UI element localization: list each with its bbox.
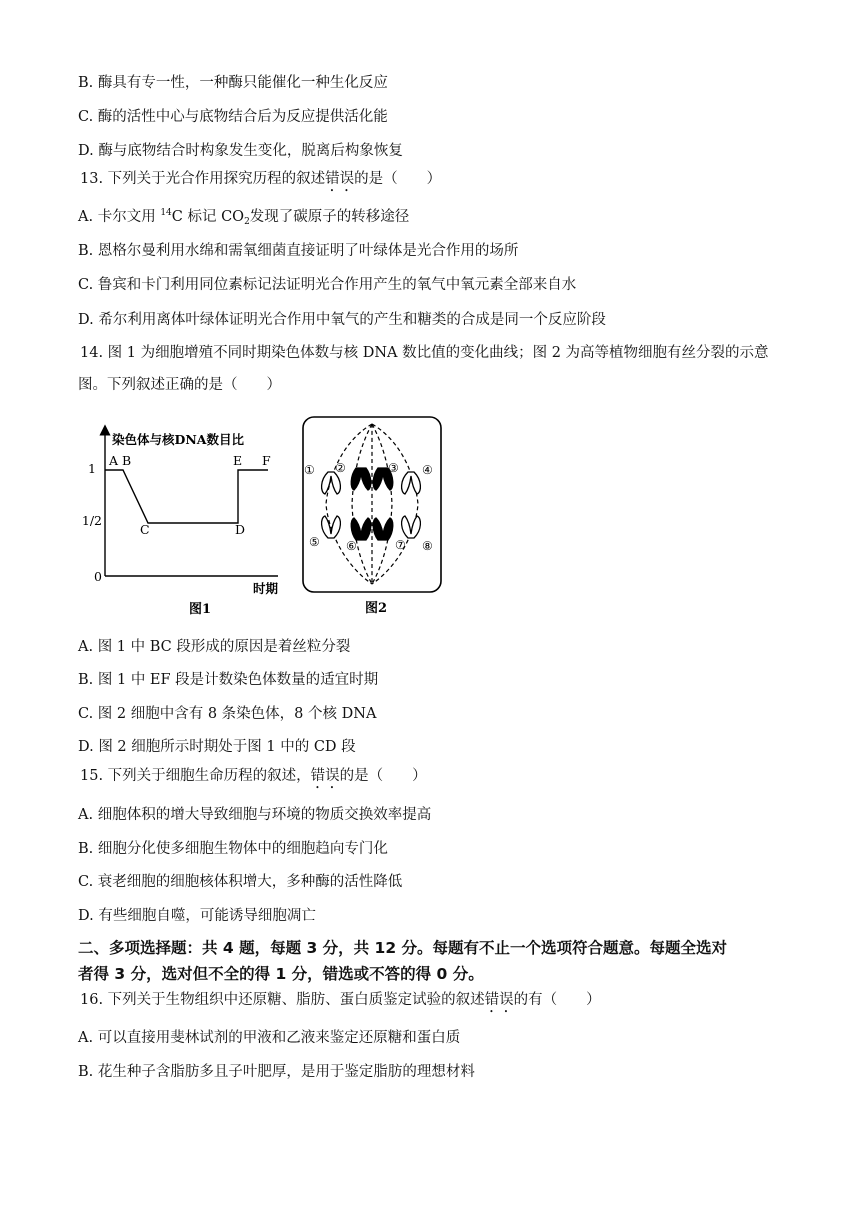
tick-label-half: 1/2 <box>81 513 102 528</box>
figure2-caption: 图2 <box>365 601 388 616</box>
point-c: C <box>140 522 150 537</box>
figure1-caption: 图1 <box>189 602 212 617</box>
point-a: A <box>109 453 119 468</box>
q12-option-d: D. 酶与底物结合时构象发生变化，脱离后构象恢复 <box>78 143 403 159</box>
q16-option-b: B. 花生种子含脂肪多且子叶肥厚，是用于鉴定脂肪的理想材料 <box>78 1064 475 1080</box>
figure2-cell-diagram <box>298 414 446 619</box>
section2-heading-line2: 者得 3 分，选对但不全的得 1 分，错选或不答的得 0 分。 <box>78 965 484 983</box>
q15-option-c: C. 衰老细胞的细胞核体积增大，多种酶的活性降低 <box>78 874 403 890</box>
tick-label-0: 0 <box>94 569 102 584</box>
q14-stem-line1: 14. 图 1 为细胞增殖不同时期染色体数与核 DNA 数比值的变化曲线；图 2 为高等植物细胞有丝分裂的示意 <box>80 345 769 361</box>
q14-option-a: A. 图 1 中 BC 段形成的原因是着丝粒分裂 <box>78 639 351 655</box>
q13-option-d: D. 希尔利用离体叶绿体证明光合作用中氧气的产生和糖类的合成是同一个反应阶段 <box>78 312 606 328</box>
q12-option-b: B. 酶具有专一性，一种酶只能催化一种生化反应 <box>78 75 388 91</box>
q14-option-d: D. 图 2 细胞所示时期处于图 1 中的 CD 段 <box>78 739 356 755</box>
point-d: D <box>235 522 246 537</box>
lower-chromosomes <box>322 516 421 540</box>
figure1-chart <box>78 424 283 619</box>
label-1: ① <box>304 463 315 477</box>
label-2: ② <box>335 461 346 475</box>
q14-stem-line2: 图。下列叙述正确的是（ ） <box>78 377 281 393</box>
q15-stem: 15. 下列关于细胞生命历程的叙述，错误的是（ ） <box>80 768 427 784</box>
label-3: ③ <box>388 461 399 475</box>
q12-option-c: C. 酶的活性中心与底物结合后为反应提供活化能 <box>78 109 388 125</box>
label-7: ⑦ <box>395 538 406 552</box>
ratio-curve <box>105 470 268 523</box>
q14-option-c: C. 图 2 细胞中含有 8 条染色体，8 个核 DNA <box>78 706 377 722</box>
x-axis-label: 时期 <box>253 581 279 596</box>
section2-heading-line1: 二、多项选择题：共 4 题，每题 3 分，共 12 分。每题有不止一个选项符合题意。每题全选对 <box>78 939 728 957</box>
spindle-fibers <box>326 424 418 584</box>
q15-option-a: A. 细胞体积的增大导致细胞与环境的物质交换效率提高 <box>78 807 432 823</box>
point-f: F <box>262 453 271 468</box>
label-4: ④ <box>422 463 433 477</box>
q13-option-b: B. 恩格尔曼利用水绵和需氧细菌直接证明了叶绿体是光合作用的场所 <box>78 243 519 259</box>
q16-option-a: A. 可以直接用斐林试剂的甲液和乙液来鉴定还原糖和蛋白质 <box>78 1030 461 1046</box>
label-8: ⑧ <box>422 539 433 553</box>
q15-option-d: D. 有些细胞自噬，可能诱导细胞凋亡 <box>78 908 316 924</box>
label-5: ⑤ <box>309 535 320 549</box>
q13-stem: 13. 下列关于光合作用探究历程的叙述错误的是（ ） <box>80 171 442 187</box>
point-b: B <box>122 453 132 468</box>
y-axis-label: 染色体与核DNA数目比 <box>112 432 244 447</box>
q15-option-b: B. 细胞分化使多细胞生物体中的细胞趋向专门化 <box>78 841 388 857</box>
q16-stem: 16. 下列关于生物组织中还原糖、脂肪、蛋白质鉴定试验的叙述错误的有（ ） <box>80 992 601 1008</box>
label-6: ⑥ <box>346 539 357 553</box>
q13-option-a: A. 卡尔文用 $^{14}$C 标记 $CO_2$发现了碳原子的转移途径 <box>78 208 410 227</box>
tick-label-1: 1 <box>88 461 96 476</box>
q13-option-c: C. 鲁宾和卡门利用同位素标记法证明光合作用产生的氧气中氧元素全部来自水 <box>78 277 577 293</box>
q14-option-b: B. 图 1 中 EF 段是计数染色体数量的适宜时期 <box>78 672 379 688</box>
point-e: E <box>233 453 243 468</box>
